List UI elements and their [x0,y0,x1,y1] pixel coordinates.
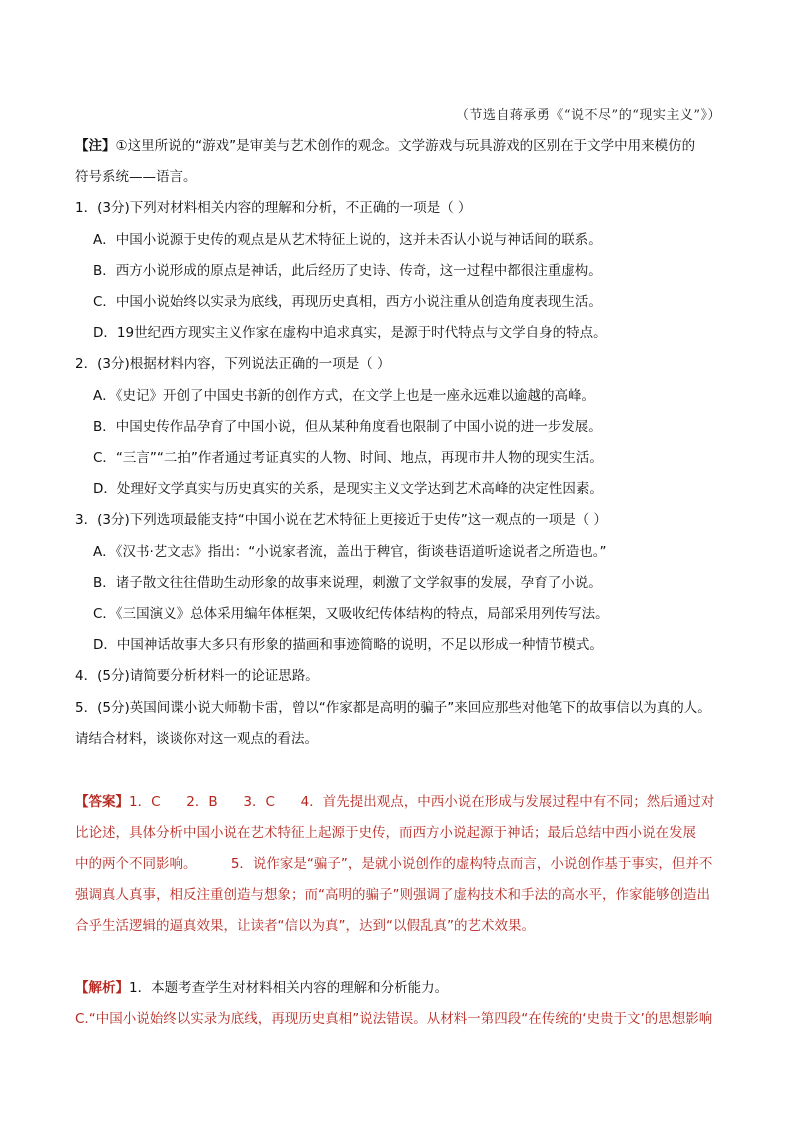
analysis-line-2: C.“中国小说始终以实录为底线，再现历史真相”说法错误。从材料一第四段“在传统的‘史贵于文’的思想影响 [75,1011,713,1027]
analysis-text-1: 1．本题考查学生对材料相关内容的理解和分析能力。 [129,980,449,996]
question-3-stem: 3．(3分)下列选项最能支持“中国小说在艺术特征上更接近于史传”这一观点的一项是（ ） [75,512,607,528]
question-3-option-a: A．《汉书·艺文志》指出：“小说家者流，盖出于稗官，街谈巷语道听途说者之所造也。” [93,544,607,560]
question-5-line-1: 5．(5分)英国间谍小说大师勒卡雷，曾以“作家都是高明的骗子”来回应那些对他笔下的故事信以为真的人。 [75,700,711,716]
question-2-option-d: D．处理好文学真实与历史真实的关系，是现实主义文学达到艺术高峰的决定性因素。 [93,481,603,497]
analysis-tag: 【解析】 [75,980,129,996]
question-1-option-c: C．中国小说始终以实录为底线，再现历史真相，西方小说注重从创造角度表现生活。 [93,294,602,310]
question-5-line-2: 请结合材料，谈谈你对这一观点的看法。 [75,731,318,747]
question-2-option-c: C．“三言”“二拍”作者通过考证真实的人物、时间、地点，再现市井人物的现实生活。 [93,450,603,466]
question-2-stem: 2．(3分)根据材料内容，下列说法正确的一项是（ ） [75,356,391,372]
answer-line-5: 合乎生活逻辑的逼真效果，让读者“信以为真”，达到“以假乱真”的艺术效果。 [75,918,535,934]
answer-line-1 [75,790,714,810]
question-2-option-b: B．中国史传作品孕育了中国小说，但从某种角度看也限制了中国小说的进一步发展。 [93,419,602,435]
question-1-option-a: A．中国小说源于史传的观点是从艺术特征上说的，这并未否认小说与神话间的联系。 [93,232,602,248]
note-line-1 [75,134,695,154]
analysis-line-1 [75,976,448,996]
question-1-stem: 1．(3分)下列对材料相关内容的理解和分析，不正确的一项是（ ） [75,200,472,216]
answer-tag: 【答案】 [75,794,129,810]
question-3-option-b: B．诸子散文往往借助生动形象的故事来说理，刺激了文学叙事的发展，孕育了小说。 [93,575,602,591]
answer-text-1: 1．C 2．B 3．C 4．首先提出观点，中西小说在形成与发展过程中有不同；然后通过对 [129,794,715,810]
question-4-stem: 4．(5分)请简要分析材料一的论证思路。 [75,668,319,684]
question-2-option-a: A．《史记》开创了中国史书新的创作方式，在文学上也是一座永远难以逾越的高峰。 [93,388,595,404]
question-1-option-b: B．西方小说形成的原点是神话，此后经历了史诗、传奇，这一过程中都很注重虚构。 [93,263,602,279]
answer-line-2: 比论述，具体分析中国小说在艺术特征上起源于史传，而西方小说起源于神话；最后总结中西小说在发展 [75,825,696,841]
question-3-option-d: D．中国神话故事大多只有形象的描画和事迹简略的说明，不足以形成一种情节模式。 [93,637,603,653]
source-citation: （节选自蒋承勇《“说不尽”的“现实主义”》） [455,108,721,123]
answer-line-3: 中的两个不同影响。 5．说作家是“骗子”，是就小说创作的虚构特点而言，小说创作基于事实，但并不 [75,856,713,872]
note-text-1: ①这里所说的“游戏”是审美与艺术创作的观念。文学游戏与玩具游戏的区别在于文学中用来模仿的 [115,138,696,154]
note-tag: 【注】 [75,138,116,154]
question-3-option-c: C．《三国演义》总体采用编年体框架，又吸收纪传体结构的特点，局部采用列传写法。 [93,606,609,622]
note-line-2: 符号系统——语言。 [75,169,197,185]
answer-line-4: 强调真人真事，相反注重创造与想象；而“高明的骗子”则强调了虚构技术和手法的高水平，作家能够创造出 [75,887,710,903]
question-1-option-d: D．19世纪西方现实主义作家在虚构中追求真实，是源于时代特点与文学自身的特点。 [93,325,607,341]
